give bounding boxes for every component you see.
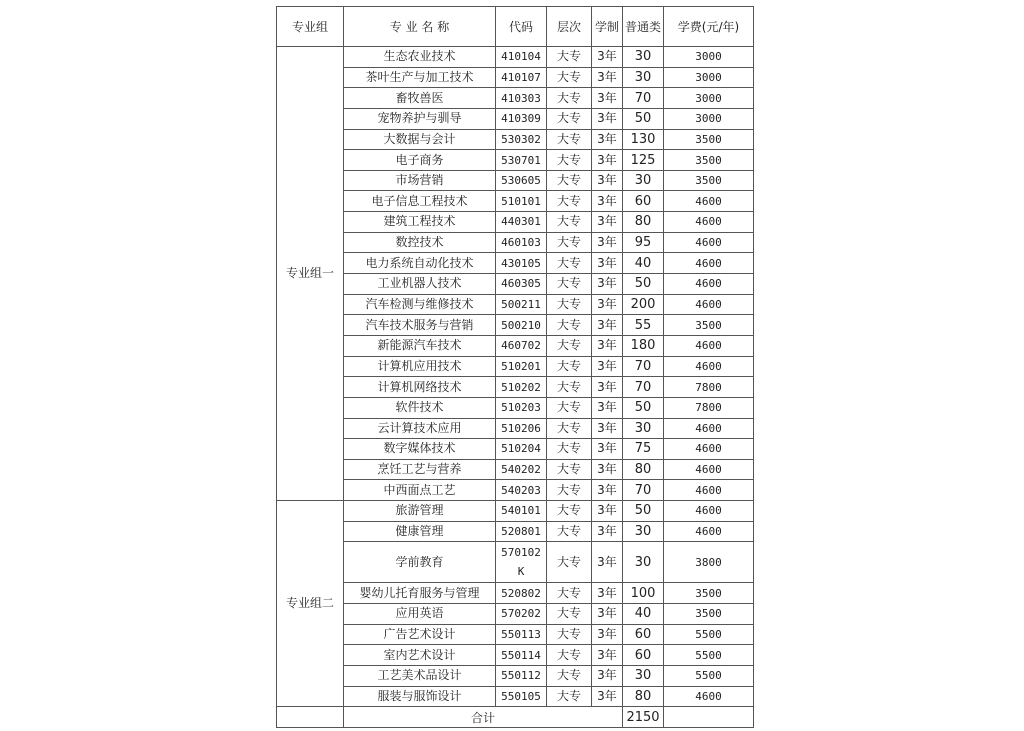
- major-count: 40: [623, 604, 664, 625]
- enrollment-plan-sheet: [276, 6, 753, 728]
- major-count: 180: [623, 335, 664, 356]
- major-name: 工业机器人技术: [344, 274, 496, 295]
- major-name: 数控技术: [344, 232, 496, 253]
- major-level: 大专: [547, 315, 592, 336]
- major-count: 70: [623, 480, 664, 501]
- table-row: [277, 624, 754, 645]
- major-level: 大专: [547, 624, 592, 645]
- major-level: 大专: [547, 335, 592, 356]
- major-level: 大专: [547, 191, 592, 212]
- major-code: 530605: [496, 170, 547, 191]
- total-count: 2150: [623, 707, 664, 728]
- major-count: 40: [623, 253, 664, 274]
- header-code: 代码: [496, 7, 547, 47]
- table-row: [277, 253, 754, 274]
- major-code: 540101: [496, 501, 547, 522]
- table-row: [277, 501, 754, 522]
- major-count: 55: [623, 315, 664, 336]
- major-code: 570102 K: [496, 542, 547, 583]
- major-code: 510203: [496, 397, 547, 418]
- major-name: 建筑工程技术: [344, 212, 496, 233]
- major-code: 430105: [496, 253, 547, 274]
- major-count: 50: [623, 397, 664, 418]
- major-fee: 3000: [664, 47, 754, 68]
- major-name: 应用英语: [344, 604, 496, 625]
- table-row: [277, 356, 754, 377]
- major-name: 计算机网络技术: [344, 377, 496, 398]
- major-fee: 3000: [664, 88, 754, 109]
- major-duration: 3年: [592, 253, 623, 274]
- total-row: [277, 707, 754, 728]
- table-row: [277, 480, 754, 501]
- major-code: 530302: [496, 129, 547, 150]
- major-duration: 3年: [592, 542, 623, 583]
- table-row: [277, 542, 754, 583]
- major-fee: 3000: [664, 67, 754, 88]
- table-row: [277, 212, 754, 233]
- header-fee: 学费(元/年): [664, 7, 754, 47]
- major-name: 畜牧兽医: [344, 88, 496, 109]
- major-code: 410107: [496, 67, 547, 88]
- enrollment-table: [276, 6, 754, 728]
- major-name: 工艺美术品设计: [344, 665, 496, 686]
- major-duration: 3年: [592, 129, 623, 150]
- major-name: 汽车技术服务与营销: [344, 315, 496, 336]
- table-row: [277, 583, 754, 604]
- major-level: 大专: [547, 274, 592, 295]
- major-duration: 3年: [592, 583, 623, 604]
- major-duration: 3年: [592, 150, 623, 171]
- table-row: [277, 686, 754, 707]
- major-fee: 3500: [664, 604, 754, 625]
- table-row: [277, 459, 754, 480]
- table-row: [277, 521, 754, 542]
- major-level: 大专: [547, 232, 592, 253]
- major-level: 大专: [547, 645, 592, 666]
- table-row: [277, 315, 754, 336]
- major-level: 大专: [547, 67, 592, 88]
- major-level: 大专: [547, 212, 592, 233]
- major-name: 生态农业技术: [344, 47, 496, 68]
- major-duration: 3年: [592, 686, 623, 707]
- major-count: 80: [623, 686, 664, 707]
- major-duration: 3年: [592, 645, 623, 666]
- major-code: 550114: [496, 645, 547, 666]
- major-name: 婴幼儿托育服务与管理: [344, 583, 496, 604]
- major-duration: 3年: [592, 191, 623, 212]
- major-level: 大专: [547, 665, 592, 686]
- major-code: 510204: [496, 439, 547, 460]
- major-duration: 3年: [592, 480, 623, 501]
- major-fee: 5500: [664, 645, 754, 666]
- major-code: 460103: [496, 232, 547, 253]
- major-level: 大专: [547, 129, 592, 150]
- major-count: 200: [623, 294, 664, 315]
- major-count: 100: [623, 583, 664, 604]
- major-level: 大专: [547, 686, 592, 707]
- table-row: [277, 274, 754, 295]
- major-code: 570202: [496, 604, 547, 625]
- major-name: 计算机应用技术: [344, 356, 496, 377]
- major-code: 410303: [496, 88, 547, 109]
- major-name: 服装与服饰设计: [344, 686, 496, 707]
- major-level: 大专: [547, 418, 592, 439]
- major-level: 大专: [547, 88, 592, 109]
- major-level: 大专: [547, 294, 592, 315]
- major-duration: 3年: [592, 356, 623, 377]
- major-fee: 4600: [664, 356, 754, 377]
- major-level: 大专: [547, 521, 592, 542]
- major-level: 大专: [547, 108, 592, 129]
- major-fee: 4600: [664, 212, 754, 233]
- table-row: [277, 47, 754, 68]
- major-duration: 3年: [592, 439, 623, 460]
- major-name: 宠物养护与驯导: [344, 108, 496, 129]
- major-name: 市场营销: [344, 170, 496, 191]
- major-fee: 4600: [664, 274, 754, 295]
- major-fee: 3800: [664, 542, 754, 583]
- table-row: [277, 150, 754, 171]
- major-fee: 5500: [664, 665, 754, 686]
- major-code: 410104: [496, 47, 547, 68]
- major-duration: 3年: [592, 67, 623, 88]
- major-count: 70: [623, 356, 664, 377]
- major-fee: 4600: [664, 191, 754, 212]
- major-code: 540202: [496, 459, 547, 480]
- major-count: 75: [623, 439, 664, 460]
- major-name: 数字媒体技术: [344, 439, 496, 460]
- total-label: 合计: [344, 707, 623, 728]
- table-row: [277, 191, 754, 212]
- header-level: 层次: [547, 7, 592, 47]
- major-code: 410309: [496, 108, 547, 129]
- major-name: 中西面点工艺: [344, 480, 496, 501]
- major-name: 烹饪工艺与营养: [344, 459, 496, 480]
- major-fee: 4600: [664, 439, 754, 460]
- major-level: 大专: [547, 47, 592, 68]
- major-duration: 3年: [592, 170, 623, 191]
- major-code: 550113: [496, 624, 547, 645]
- major-name: 软件技术: [344, 397, 496, 418]
- major-count: 30: [623, 521, 664, 542]
- major-count: 80: [623, 212, 664, 233]
- major-duration: 3年: [592, 108, 623, 129]
- major-count: 30: [623, 665, 664, 686]
- major-fee: 4600: [664, 294, 754, 315]
- major-count: 70: [623, 377, 664, 398]
- major-code: 500211: [496, 294, 547, 315]
- major-duration: 3年: [592, 521, 623, 542]
- major-fee: 4600: [664, 253, 754, 274]
- table-row: [277, 377, 754, 398]
- major-code: 520801: [496, 521, 547, 542]
- major-count: 125: [623, 150, 664, 171]
- major-fee: 4600: [664, 459, 754, 480]
- total-fee-cell: [664, 707, 754, 728]
- major-fee: 4600: [664, 480, 754, 501]
- major-duration: 3年: [592, 47, 623, 68]
- major-code: 520802: [496, 583, 547, 604]
- major-fee: 4600: [664, 521, 754, 542]
- header-duration: 学制: [592, 7, 623, 47]
- major-count: 130: [623, 129, 664, 150]
- major-fee: 4600: [664, 686, 754, 707]
- table-row: [277, 604, 754, 625]
- major-count: 60: [623, 645, 664, 666]
- total-group-cell: [277, 707, 344, 728]
- major-code: 460305: [496, 274, 547, 295]
- major-name: 旅游管理: [344, 501, 496, 522]
- major-fee: 7800: [664, 377, 754, 398]
- major-level: 大专: [547, 583, 592, 604]
- major-count: 50: [623, 501, 664, 522]
- major-code: 510201: [496, 356, 547, 377]
- major-name: 茶叶生产与加工技术: [344, 67, 496, 88]
- major-duration: 3年: [592, 418, 623, 439]
- major-code: 550105: [496, 686, 547, 707]
- major-level: 大专: [547, 542, 592, 583]
- major-fee: 3500: [664, 170, 754, 191]
- major-count: 60: [623, 624, 664, 645]
- table-row: [277, 67, 754, 88]
- major-name: 电子商务: [344, 150, 496, 171]
- group-label: 专业组一: [277, 47, 344, 501]
- major-duration: 3年: [592, 212, 623, 233]
- major-fee: 7800: [664, 397, 754, 418]
- major-code: 550112: [496, 665, 547, 686]
- table-row: [277, 645, 754, 666]
- major-duration: 3年: [592, 459, 623, 480]
- major-level: 大专: [547, 356, 592, 377]
- major-count: 30: [623, 47, 664, 68]
- major-count: 70: [623, 88, 664, 109]
- major-count: 30: [623, 67, 664, 88]
- major-fee: 3500: [664, 315, 754, 336]
- major-count: 95: [623, 232, 664, 253]
- table-row: [277, 439, 754, 460]
- major-duration: 3年: [592, 377, 623, 398]
- major-fee: 3500: [664, 583, 754, 604]
- major-name: 学前教育: [344, 542, 496, 583]
- major-name: 云计算技术应用: [344, 418, 496, 439]
- table-row: [277, 665, 754, 686]
- major-fee: 3500: [664, 129, 754, 150]
- major-duration: 3年: [592, 315, 623, 336]
- major-level: 大专: [547, 439, 592, 460]
- major-name: 电力系统自动化技术: [344, 253, 496, 274]
- major-duration: 3年: [592, 397, 623, 418]
- major-code: 510206: [496, 418, 547, 439]
- major-name: 汽车检测与维修技术: [344, 294, 496, 315]
- group-label: 专业组二: [277, 501, 344, 707]
- table-row: [277, 294, 754, 315]
- table-body: [277, 47, 754, 707]
- major-count: 80: [623, 459, 664, 480]
- major-level: 大专: [547, 459, 592, 480]
- table-row: [277, 129, 754, 150]
- major-code: 510101: [496, 191, 547, 212]
- major-count: 50: [623, 274, 664, 295]
- table-row: [277, 418, 754, 439]
- major-name: 健康管理: [344, 521, 496, 542]
- major-level: 大专: [547, 150, 592, 171]
- table-row: [277, 108, 754, 129]
- major-code: 530701: [496, 150, 547, 171]
- header-row: [277, 7, 754, 47]
- major-level: 大专: [547, 397, 592, 418]
- major-code: 440301: [496, 212, 547, 233]
- header-name: 专 业 名 称: [344, 7, 496, 47]
- major-duration: 3年: [592, 335, 623, 356]
- major-code: 510202: [496, 377, 547, 398]
- major-count: 30: [623, 542, 664, 583]
- major-duration: 3年: [592, 294, 623, 315]
- major-duration: 3年: [592, 274, 623, 295]
- major-fee: 4600: [664, 335, 754, 356]
- major-name: 广告艺术设计: [344, 624, 496, 645]
- major-code: 460702: [496, 335, 547, 356]
- major-level: 大专: [547, 480, 592, 501]
- major-level: 大专: [547, 170, 592, 191]
- major-count: 30: [623, 170, 664, 191]
- major-duration: 3年: [592, 501, 623, 522]
- major-name: 新能源汽车技术: [344, 335, 496, 356]
- major-level: 大专: [547, 377, 592, 398]
- major-code: 500210: [496, 315, 547, 336]
- major-name: 室内艺术设计: [344, 645, 496, 666]
- table-row: [277, 170, 754, 191]
- header-count: 普通类: [623, 7, 664, 47]
- major-count: 50: [623, 108, 664, 129]
- table-row: [277, 232, 754, 253]
- major-duration: 3年: [592, 88, 623, 109]
- major-name: 电子信息工程技术: [344, 191, 496, 212]
- table-row: [277, 397, 754, 418]
- major-fee: 4600: [664, 418, 754, 439]
- major-count: 60: [623, 191, 664, 212]
- major-level: 大专: [547, 253, 592, 274]
- table-row: [277, 88, 754, 109]
- major-level: 大专: [547, 604, 592, 625]
- major-fee: 3000: [664, 108, 754, 129]
- major-fee: 5500: [664, 624, 754, 645]
- header-group: 专业组: [277, 7, 344, 47]
- table-row: [277, 335, 754, 356]
- major-count: 30: [623, 418, 664, 439]
- major-name: 大数据与会计: [344, 129, 496, 150]
- major-duration: 3年: [592, 604, 623, 625]
- major-fee: 4600: [664, 501, 754, 522]
- major-duration: 3年: [592, 232, 623, 253]
- major-code: 540203: [496, 480, 547, 501]
- major-level: 大专: [547, 501, 592, 522]
- major-duration: 3年: [592, 665, 623, 686]
- major-fee: 4600: [664, 232, 754, 253]
- major-fee: 3500: [664, 150, 754, 171]
- major-duration: 3年: [592, 624, 623, 645]
